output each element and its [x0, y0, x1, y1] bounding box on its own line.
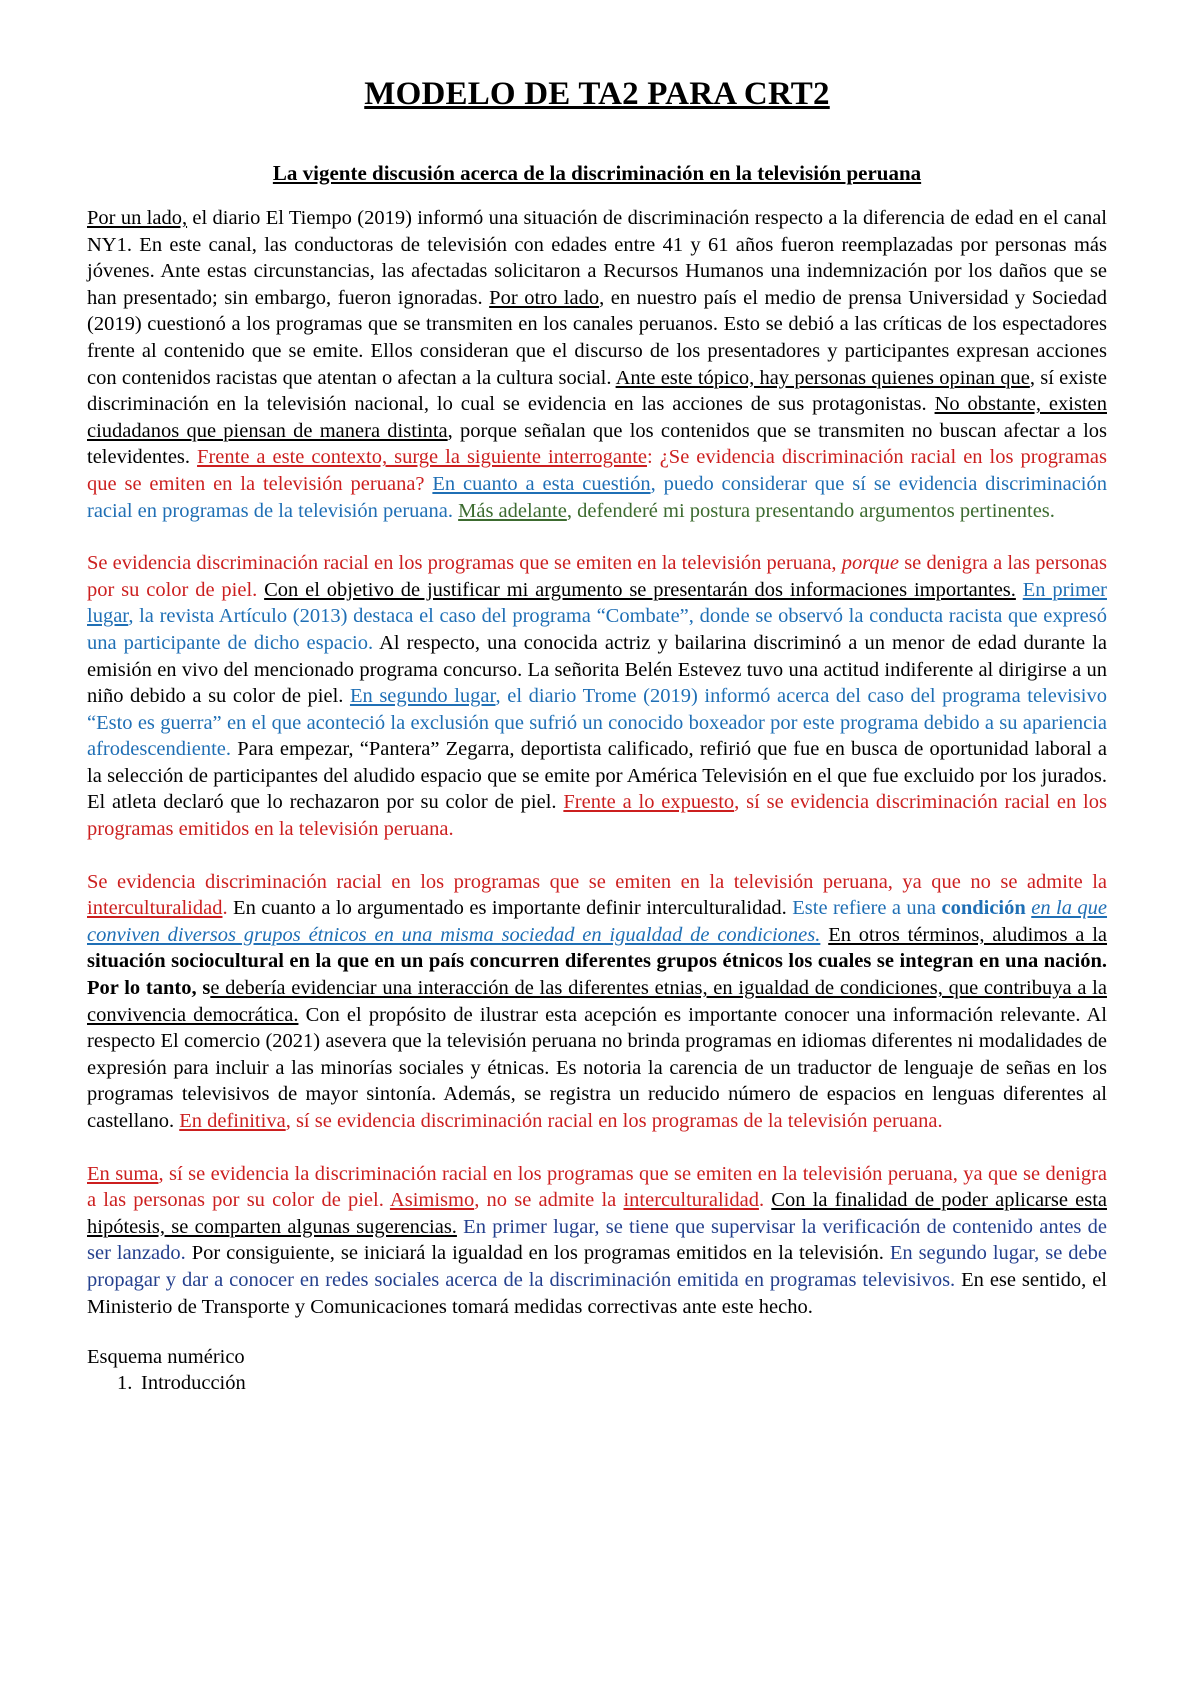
text-segment: En suma — [87, 1162, 159, 1185]
text-segment: No obstante, existen ciudadanos que piensan de manera distinta — [87, 393, 1107, 442]
document-title: MODELO DE TA2 PARA CRT2 — [364, 76, 830, 112]
text-segment: s — [196, 977, 211, 1000]
document-subtitle: La vigente discusión acerca de la discriminación en la televisión peruana — [272, 161, 922, 185]
text-segment: el diario El Tiempo (2019) informó una situación de discriminación respecto a la diferencia de edad en el canal NY1. En este canal, las conductoras de televisión con edades entre 41 y 61 años fueron reemplazadas por personas más jóvenes. Ante estas circunstancias, las afectadas solicitaron a Recursos Humanos una indemnización por los daños que se han presentado; sin embargo, fueron ignoradas. — [87, 207, 1107, 309]
text-segment — [1016, 579, 1023, 601]
text-segment: Frente a lo expuesto — [563, 791, 735, 814]
scheme-list — [87, 1370, 1107, 1396]
body-paragraph — [87, 1161, 1107, 1321]
text-segment: , sí se evidencia discriminación racial en los programas de la televisión peruana. — [285, 1110, 943, 1132]
text-segment: interculturalidad — [623, 1189, 759, 1212]
body-paragraph — [87, 869, 1107, 1135]
text-segment: : ¿Se evidencia discriminación racial en los programas que se emiten en la televisión peruana? — [87, 446, 1107, 495]
text-segment: , sí se evidencia discriminación racial en los programas emitidos en la televisión peruana. — [87, 791, 1107, 841]
text-segment: En segundo lugar, se debe propagar y dar a conocer en redes sociales acerca de la discriminación emitida en programas televisivos. — [87, 1242, 1107, 1291]
scheme-item-number: 1. — [117, 1372, 133, 1395]
text-segment: porque — [841, 552, 900, 575]
text-segment: Para empezar, “Pantera” Zegarra, deportista calificado, refirió que fue en busca de oportunidad laboral a la selección de participantes del aludido espacio que se emite por América Televisión en el que fue excluido por los jurados. El atleta declaró que lo rechazaron por su color de piel. — [87, 738, 1107, 814]
text-segment: En otros términos, aludimos a la — [828, 923, 1108, 946]
text-segment: en la que conviven diversos grupos étnicos en una misma sociedad en igualdad de condiciones. — [87, 897, 1108, 946]
text-segment: interculturalidad — [87, 897, 223, 920]
text-segment: Este refiere a una — [792, 897, 942, 920]
text-segment: , sí se evidencia la discriminación racial en los programas que se emiten en la televisión peruana, ya que se denigra a las personas por su color de piel. — [87, 1162, 1107, 1212]
text-segment: , el diario Trome (2019) informó acerca del caso del programa televisivo “Esto es guerra” en el que aconteció la exclusión que sufrió un conocido boxeador por este programa debido a su apariencia afrodescendiente. — [87, 685, 1107, 761]
text-segment: . — [222, 897, 228, 920]
text-segment: Con el objetivo de justificar mi argumento se presentarán dos informaciones importantes. — [264, 578, 1016, 601]
text-segment: En segundo lugar — [349, 685, 496, 708]
text-segment: Con la finalidad de poder aplicarse esta hipótesis, se comparten algunas sugerencias. — [87, 1189, 1108, 1238]
text-segment: , porque señalan que los contenidos que se transmiten no buscan afectar a los televidentes. — [87, 419, 1107, 469]
text-segment: En cuanto a lo argumentado es importante definir interculturalidad. — [227, 897, 793, 920]
text-segment: , defenderé mi postura presentando argumentos pertinentes. — [566, 499, 1055, 522]
text-segment: Ante este tópico, hay personas quienes opinan que — [615, 366, 1030, 389]
text-segment: , sí existe discriminación en la televisión nacional, lo cual se evidencia en las acciones de sus protagonistas. — [87, 366, 1107, 416]
document-body — [87, 205, 1107, 1320]
text-segment: Más adelante — [458, 499, 567, 522]
text-segment: Por consiguiente, se iniciará la igualdad en los programas emitidos en la televisión. — [185, 1242, 890, 1265]
text-segment: Con el propósito de ilustrar esta acepción es importante conocer una información relevante. Al respecto El comercio (2021) asevera que la televisión peruana no brinda programas en idiomas diferentes ni modalidades de expresión para incluir a las minorías sociales y étnicas. Es notoria la carencia de un traductor de lenguaje de señas en los programas televisivos de mayor sintonía. Además, se registra un reducido número de espacios en lenguas diferentes al castellano. — [87, 1003, 1107, 1132]
text-segment: En primer lugar, se tiene que supervisar la verificación de contenido antes de ser lanzado. — [87, 1215, 1107, 1265]
text-segment: Por otro lado — [489, 286, 600, 309]
text-segment: se denigra a las personas por su color de piel. — [87, 552, 1107, 601]
text-segment: . — [758, 1189, 772, 1212]
text-segment: Por un lado, — [87, 207, 188, 229]
text-segment: En primer lugar — [87, 578, 1107, 628]
text-segment: , no se admite la — [474, 1189, 624, 1212]
text-segment: , en nuestro país el medio de prensa Universidad y Sociedad (2019) cuestionó a los programas que se transmiten en los canales peruanos. Esto se debió a las críticas de los espectadores frente al contenido que se emite. Ellos consideran que el discurso de los presentadores y participantes expresan acciones con contenidos racistas que atentan o afectan a la cultura social. — [87, 286, 1107, 389]
body-paragraph — [87, 550, 1107, 843]
text-segment: Asimismo — [389, 1189, 475, 1212]
text-segment: Frente a este contexto, surge la siguiente interrogante — [197, 446, 647, 469]
text-segment: , la revista Artículo (2013) destaca el caso del programa “Combate”, donde se observó la conducta racista que expresó una participante de dicho espacio. — [87, 605, 1107, 654]
text-segment: situación sociocultural en la que en un país concurren diferentes grupos étnicos los cuales se integran en una nación. Por lo tanto, — [87, 950, 1107, 1000]
text-segment: En definitiva — [179, 1110, 286, 1132]
scheme-title: Esquema numérico — [87, 1346, 245, 1369]
scheme-item-label: Introducción — [141, 1372, 246, 1395]
body-paragraph — [87, 205, 1107, 524]
scheme-item — [87, 1370, 1107, 1396]
text-segment: En cuanto a esta cuestión — [432, 472, 651, 495]
text-segment: condición — [941, 897, 1026, 920]
text-segment: Se evidencia discriminación racial en los programas que se emiten en la televisión peruana, — [87, 552, 842, 575]
text-segment: e debería evidenciar una interacción de las diferentes etnias, en igualdad de condiciones, que contribuya a la convivencia democrática. — [87, 977, 1107, 1026]
text-segment: Al respecto, una conocida actriz y bailarina discriminó a un menor de edad durante la emisión en vivo del mencionado programa concurso. La señorita Belén Estevez tuvo una actitud indiferente al dirigirse a un niño debido a su color de piel. — [87, 631, 1107, 708]
text-segment: , puedo considerar que sí se evidencia discriminación racial en programas de la televisión peruana. — [87, 472, 1108, 522]
text-segment: En ese sentido, el Ministerio de Transporte y Comunicaciones tomará medidas correctivas ante este hecho. — [87, 1268, 1107, 1318]
text-segment: Se evidencia discriminación racial en los programas que se emiten en la televisión peruana, ya que no se admite la — [87, 870, 1107, 893]
